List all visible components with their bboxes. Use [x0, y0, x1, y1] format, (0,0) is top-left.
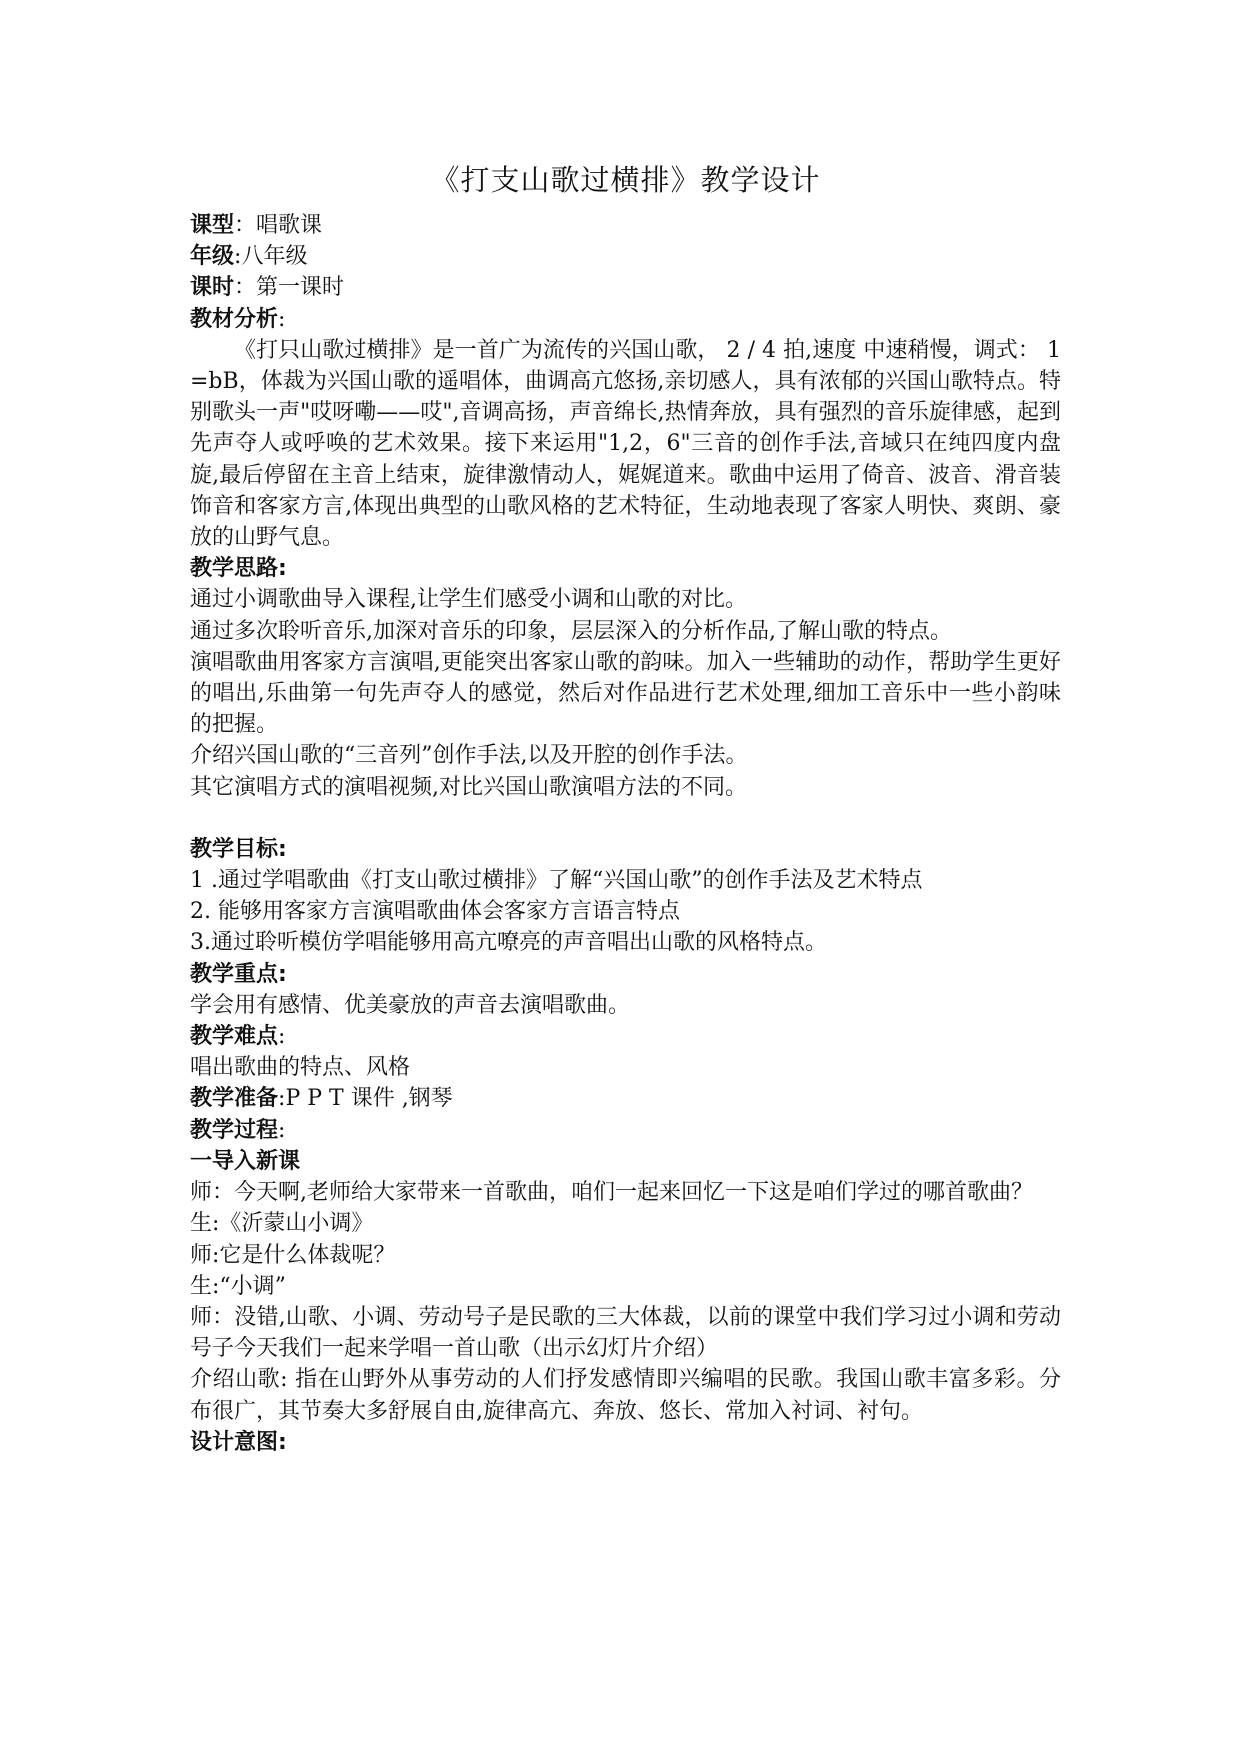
spacer	[190, 803, 1061, 834]
goal-item-2: 2. 能够用客家方言演唱歌曲体会客家方言语言特点	[190, 899, 680, 925]
design-intent-heading: 设计意图:	[190, 1429, 287, 1455]
difficulties-heading-line	[190, 1021, 1061, 1052]
analysis-heading: 教材分析	[190, 306, 279, 332]
difficulties-heading: 教学难点	[190, 1024, 279, 1050]
period-value: 第一课时	[256, 275, 345, 301]
key-points-heading: 教学重点:	[190, 961, 287, 987]
dialogue-line-5: 师：没错,山歌、小调、劳动号子是民歌的三大体裁，以前的课堂中我们学习过小调和劳动号子今天我们一起来学唱一首山歌（出示幻灯片介绍）	[190, 1304, 1061, 1362]
grade-line	[190, 241, 1061, 272]
grade-sep: :	[234, 244, 242, 270]
course-type-label: 课型	[190, 213, 235, 238]
dialogue-line-3: 师:它是什么体裁呢？	[190, 1242, 396, 1268]
course-type-sep: ：	[234, 213, 257, 238]
ideas-line-5: 其它演唱方式的演唱视频,对比兴国山歌演唱方法的不同。	[190, 774, 747, 800]
process-heading: 教学过程	[190, 1117, 279, 1143]
difficulties-text: 唱出歌曲的特点、风格	[190, 1055, 411, 1081]
ideas-line-4: 介绍兴国山歌的“三音列”创作手法,以及开腔的创作手法。	[190, 743, 748, 769]
key-points-text: 学会用有感情、优美豪放的声音去演唱歌曲。	[190, 992, 631, 1018]
prep-text: P P T 课件 ,钢琴	[285, 1086, 453, 1112]
analysis-paragraph: 《打只山歌过横排》是一首广为流传的兴国山歌， 2 / 4 拍,速度 中速稍慢，调式： 1 =bB，体裁为兴国山歌的遥唱体，曲调高亢悠扬,亲切感人，具有浓郁的兴国山歌特点。特别歌头一声"哎呀嘞——哎",音调高扬，声音绵长,热情奔放，具有强烈的音乐旋律感，起到先声夺人或呼唤的艺术效果。接下来运用"1,2，6"三音的创作手法,音域只在纯四度内盘旋,最后停留在主音上结束，旋律激情动人，娓娓道来。歌曲中运用了倚音、波音、滑音装饰音和客家方言,体现出典型的山歌风格的艺术特征，生动地表现了客家人明快、爽朗、豪放的山野气息。	[190, 337, 1061, 551]
process-heading-line	[190, 1115, 1061, 1146]
grade-value: 八年级	[241, 244, 308, 270]
ideas-line-2: 通过多次聆听音乐,加深对音乐的印象，层层深入的分析作品,了解山歌的特点。	[190, 618, 952, 644]
analysis-heading-line	[190, 304, 1061, 335]
period-sep: ：	[234, 275, 257, 301]
ideas-line-3: 演唱歌曲用客家方言演唱,更能突出客家山歌的韵味。加入一些辅助的动作，帮助学生更好的唱出,乐曲第一句先声夺人的感觉，然后对作品进行艺术处理,细加工音乐中一些小韵味的把握。	[190, 649, 1061, 738]
period-label: 课时	[190, 275, 235, 301]
section-intro-heading: 一导入新课	[190, 1148, 301, 1174]
goal-item-1: 1 .通过学唱歌曲《打支山歌过横排》了解“兴国山歌”的创作手法及艺术特点	[190, 868, 923, 894]
course-type-value: 唱歌课	[256, 213, 323, 238]
difficulties-heading-sep: :	[278, 1024, 286, 1050]
ideas-line-1: 通过小调歌曲导入课程,让学生们感受小调和山歌的对比。	[190, 587, 747, 613]
dialogue-line-2: 生:《沂蒙山小调》	[190, 1211, 374, 1237]
ideas-heading: 教学思路:	[190, 556, 287, 582]
dialogue-line-1: 师：今天啊,老师给大家带来一首歌曲，咱们一起来回忆一下这是咱们学过的哪首歌曲？	[190, 1180, 1033, 1206]
prep-line	[190, 1083, 1061, 1114]
course-type-line	[190, 210, 1061, 241]
document-title: 《打支山歌过横排》教学设计	[430, 163, 821, 197]
prep-heading: 教学准备	[190, 1086, 279, 1112]
period-line	[190, 272, 1061, 303]
process-heading-sep: :	[278, 1117, 286, 1143]
dialogue-line-4: 生:“小调”	[190, 1273, 286, 1299]
goals-heading: 教学目标:	[190, 836, 287, 862]
analysis-heading-sep: :	[278, 306, 286, 332]
goal-item-3: 3.通过聆听模仿学唱能够用高亢嘹亮的声音唱出山歌的风格特点。	[190, 930, 827, 956]
prep-heading-sep: :	[278, 1086, 286, 1112]
grade-label: 年级	[190, 244, 235, 270]
dialogue-line-6: 介绍山歌: 指在山野外从事劳动的人们抒发感情即兴编唱的民歌。我国山歌丰富多彩。分布很广，其节奏大多舒展自由,旋律高亢、奔放、悠长、常加入衬词、衬句。	[190, 1367, 1061, 1424]
